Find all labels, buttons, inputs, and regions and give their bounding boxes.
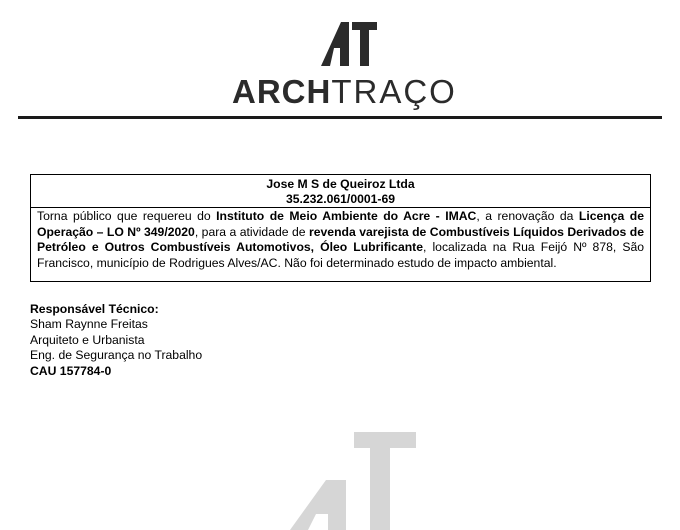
header-divider	[18, 116, 662, 119]
notice-agency: Instituto de Meio Ambiente do Acre - IMAC	[216, 209, 477, 223]
notice-license: Licença de Operação – LO Nº 349/2020	[37, 209, 645, 239]
archtraco-logo-icon	[319, 18, 379, 66]
notice-text-1: Torna público que requereu do	[37, 209, 217, 223]
brand-name-bold: ARCH	[232, 73, 332, 110]
public-notice-box	[30, 174, 651, 282]
company-name: Jose M S de Queiroz Ltda	[266, 177, 415, 191]
company-cnpj: 35.232.061/0001-69	[31, 192, 650, 208]
tech-role-engineer: Eng. de Segurança no Trabalho	[30, 348, 203, 363]
watermark-logo-icon	[290, 432, 420, 530]
notice-text-3: , para a atividade de	[194, 224, 309, 239]
notice-text-4: , localizada na Rua Feijó Nº 878, São Francisco, município de Rodrigues Alves/AC. Não foi determinado estudo de impacto ambiental.	[37, 240, 645, 270]
brand-name-light: TRAÇO	[331, 73, 457, 110]
tech-title: Responsável Técnico:	[30, 302, 159, 316]
notice-text-2: , a renovação da	[476, 209, 579, 223]
brand-wordmark	[232, 72, 457, 112]
tech-cau-number: CAU 157784-0	[30, 363, 112, 378]
tech-name: Sham Raynne Freitas	[30, 317, 148, 332]
notice-body	[31, 208, 650, 271]
technical-responsible	[30, 302, 202, 379]
notice-activity: revenda varejista de Combustíveis Líquidos Derivados de Petróleo e Outros Combustíveis Automotivos, Óleo Lubrificante	[37, 224, 644, 255]
tech-role-architect: Arquiteto e Urbanista	[30, 332, 145, 347]
